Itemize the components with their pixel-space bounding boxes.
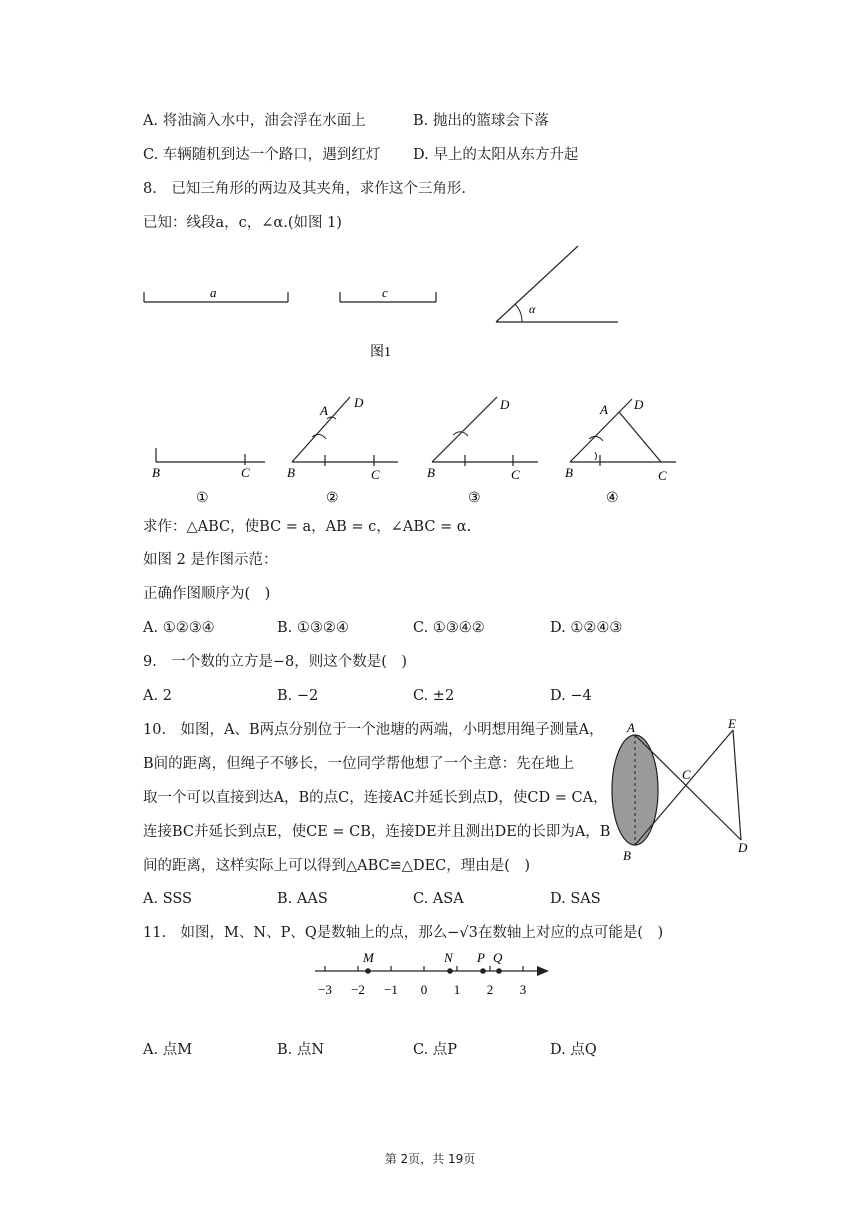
q7-option-c[interactable]: C. 车辆随机到达一个路口，遇到红灯 [143,147,381,163]
figure-2 [140,385,700,510]
page-footer: 第 2页，共 19页 [384,1152,476,1166]
point-c-label: C [371,467,380,482]
angle-alpha-label: α [529,302,536,316]
q11-option-a[interactable]: A. 点M [143,1042,193,1058]
q8-question: 正确作图顺序为( ) [143,586,271,602]
q8-demo: 如图 2 是作图示范： [143,552,278,568]
q9-stem: 9. 一个数的立方是−8，则这个数是( ) [143,654,408,670]
step-4-label: ④ [606,491,619,506]
step-2-diagram [287,395,398,506]
point-d-label: D [354,395,364,410]
point-c-label: C [241,465,250,480]
angle-alpha [496,246,618,322]
q9-option-d[interactable]: D. −4 [550,688,592,704]
step-4-diagram [565,397,676,506]
pond-point-c-label: C [682,767,691,782]
figure-1-caption: 图1 [370,345,391,360]
point-q-label: Q [493,950,503,965]
segment-a [144,285,288,302]
pond-point-a-label: A [627,720,635,735]
segment-c-label: c [382,285,388,300]
q10-option-b[interactable]: B. AAS [277,891,328,907]
q11-option-c[interactable]: C. 点P [413,1042,458,1058]
step-3-diagram [427,397,538,506]
point-b-label: B [287,465,295,480]
q8-option-c[interactable]: C. ①③④② [413,620,485,636]
q10-option-c[interactable]: C. ASA [413,891,464,907]
pond-point-e-label: E [728,716,736,731]
number-line-tick-label: 1 [453,982,461,997]
q8-stem: 8. 已知三角形的两边及其夹角，求作这个三角形. [143,181,466,197]
point-d-label: D [500,397,510,412]
q7-option-d[interactable]: D. 早上的太阳从东方升起 [413,147,579,163]
pond-point-b-label: B [623,848,631,863]
number-line-tick-label: −1 [384,982,398,997]
number-line-figure [305,945,565,1005]
point-a-label: A [320,403,328,418]
q8-option-a[interactable]: A. ①②③④ [143,620,215,636]
q9-option-c[interactable]: C. ±2 [413,688,455,704]
number-line-tick-label: −3 [318,982,332,997]
q7-option-b[interactable]: B. 抛出的篮球会下落 [413,113,549,129]
q8-given: 已知：线段a，c，∠α.(如图 1) [143,215,342,231]
number-line-tick-label: 2 [486,982,494,997]
number-line-tick-label: 3 [519,982,527,997]
q10-line-1: 10. 如图，A、B两点分别位于一个池塘的两端，小明想用绳子测量A， [143,722,604,738]
point-b-label: B [152,465,160,480]
point-n-label: N [444,950,453,965]
number-line-tick-label: 0 [420,982,428,997]
point-c-label: C [511,467,520,482]
point-p-label: P [477,950,485,965]
q10-option-d[interactable]: D. SAS [550,891,601,907]
q7-option-a[interactable]: A. 将油滴入水中，油会浮在水面上 [143,113,366,129]
q10-line-2: B间的距离，但绳子不够长，一位同学帮他想了一个主意：先在地上 [143,756,575,772]
step-1-label: ① [196,491,209,506]
pond-point-d-label: D [738,840,748,855]
q11-option-b[interactable]: B. 点N [277,1042,325,1058]
figure-1 [130,240,650,370]
q10-line-3: 取一个可以直接到达A，B的点C，连接AC并延长到点D，使CD = CA， [143,790,608,806]
q8-option-b[interactable]: B. ①③②④ [277,620,349,636]
point-b-label: B [565,465,573,480]
q10-line-4: 连接BC并延长到点E，使CE = CB，连接DE并且测出DE的长即为A，B [143,824,611,840]
q8-option-d[interactable]: D. ①②④③ [550,620,623,636]
q11-option-d[interactable]: D. 点Q [550,1042,597,1058]
segment-c [340,285,436,302]
step-1-diagram [152,448,265,506]
q9-option-a[interactable]: A. 2 [143,688,172,704]
step-2-label: ② [326,491,339,506]
q8-task: 求作：△ABC，使BC = a，AB = c，∠ABC = α. [143,519,472,535]
point-d-label: D [634,397,644,412]
point-m-label: M [363,950,374,965]
point-c-label: C [658,468,667,483]
q10-option-a[interactable]: A. SSS [143,891,192,907]
segment-a-label: a [210,285,217,300]
number-line-tick-label: −2 [351,982,365,997]
q11-stem: 11. 如图，M、N、P、Q是数轴上的点，那么−√3在数轴上对应的点可能是( ) [143,925,664,941]
q9-option-b[interactable]: B. −2 [277,688,319,704]
pond-figure [605,712,755,864]
point-b-label: B [427,465,435,480]
step-3-label: ③ [468,491,481,506]
q10-line-5: 间的距离，这样实际上可以得到△ABC≌△DEC，理由是( ) [143,858,531,874]
point-a-label: A [600,402,608,417]
